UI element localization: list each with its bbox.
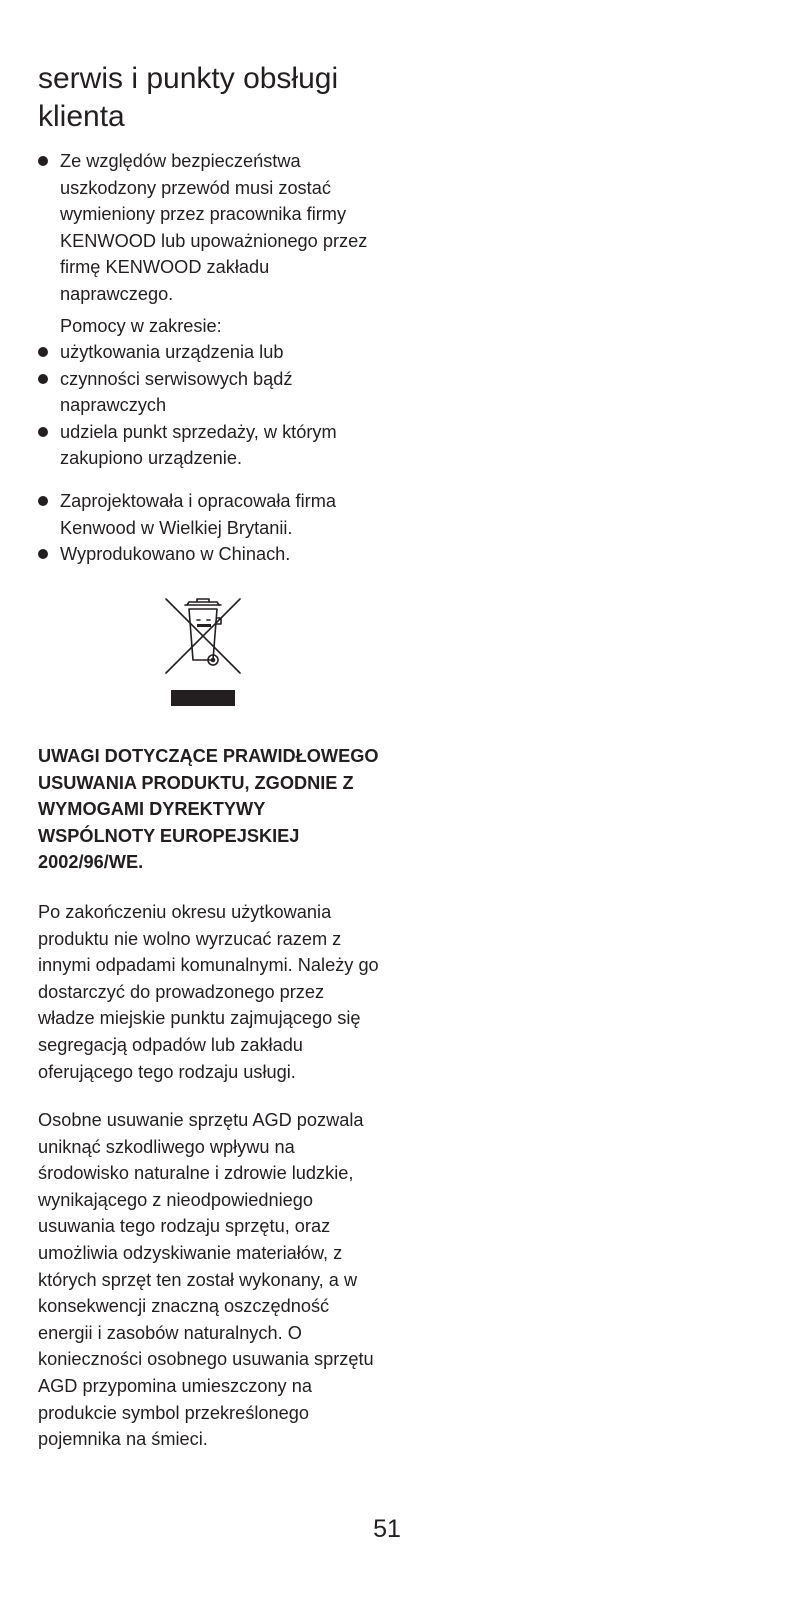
help-intro: Pomocy w zakresie: [60,316,222,336]
section-title: serwis i punkty obsługi klienta [38,62,339,133]
service-list [38,148,383,308]
list-item-text: Zaprojektowała i opracowała firma Kenwood w Wielkiej Brytanii. [60,491,336,538]
bullet-icon [38,156,48,166]
crossed-out-wheeled-bin-icon [163,596,243,714]
help-list [38,339,383,472]
bullet-icon [38,347,48,357]
list-item [38,148,383,308]
list-item-text: udziela punkt sprzedaży, w którym zakupiono urządzenie. [60,421,337,469]
list-item-text: czynności serwisowych bądź naprawczych [60,368,293,416]
bullet-icon [38,549,48,559]
bullet-icon [38,496,48,506]
list-item [38,339,383,366]
list-item [38,366,383,419]
origin-list [38,488,383,568]
list-item [38,541,383,568]
disposal-heading: UWAGI DOTYCZĄCE PRAWIDŁOWEGO USUWANIA PRODUKTU, ZGODNIE Z WYMOGAMI DYREKTYWY WSPÓLNOTY EUROPEJSKIEJ 2002/96/WE. [38,746,379,873]
list-item [38,419,383,472]
page-number: 51 [373,1515,401,1543]
list-item [38,488,383,541]
bullet-icon [38,374,48,384]
list-item-text: Ze względów bezpieczeństwa uszkodzony przewód musi zostać wymieniony przez pracownika firmy KENWOOD lub upoważnionego przez firmę KENWOOD zakładu naprawczego. [60,151,368,304]
disposal-paragraph: Po zakończeniu okresu użytkowania produktu nie wolno wyrzucać razem z innymi odpadami komunalnymi. Należy go dostarczyć do prowadzonego przez władze miejskie punktu zajmującego się segregacją odpadów lub zakładu oferującego tego rodzaju usługi. [38,902,379,1082]
bullet-icon [38,427,48,437]
disposal-paragraph: Osobne usuwanie sprzętu AGD pozwala uniknąć szkodliwego wpływu na środowisko naturalne i zdrowie ludzkie, wynikającego z nieodpowiedniego usuwania tego rodzaju sprzętu, oraz umożliwia odzyskiwanie materiałów, z których sprzęt ten został wykonany, a w konsekwencji znaczną oszczędność energii i zasobów naturalnych. O konieczności osobnego usuwania sprzętu AGD przypomina umieszczony na produkcie symbol przekreślonego pojemnika na śmieci. [38,1110,374,1450]
list-item-text: Wyprodukowano w Chinach. [60,544,291,565]
list-item-text: użytkowania urządzenia lub [60,342,284,362]
